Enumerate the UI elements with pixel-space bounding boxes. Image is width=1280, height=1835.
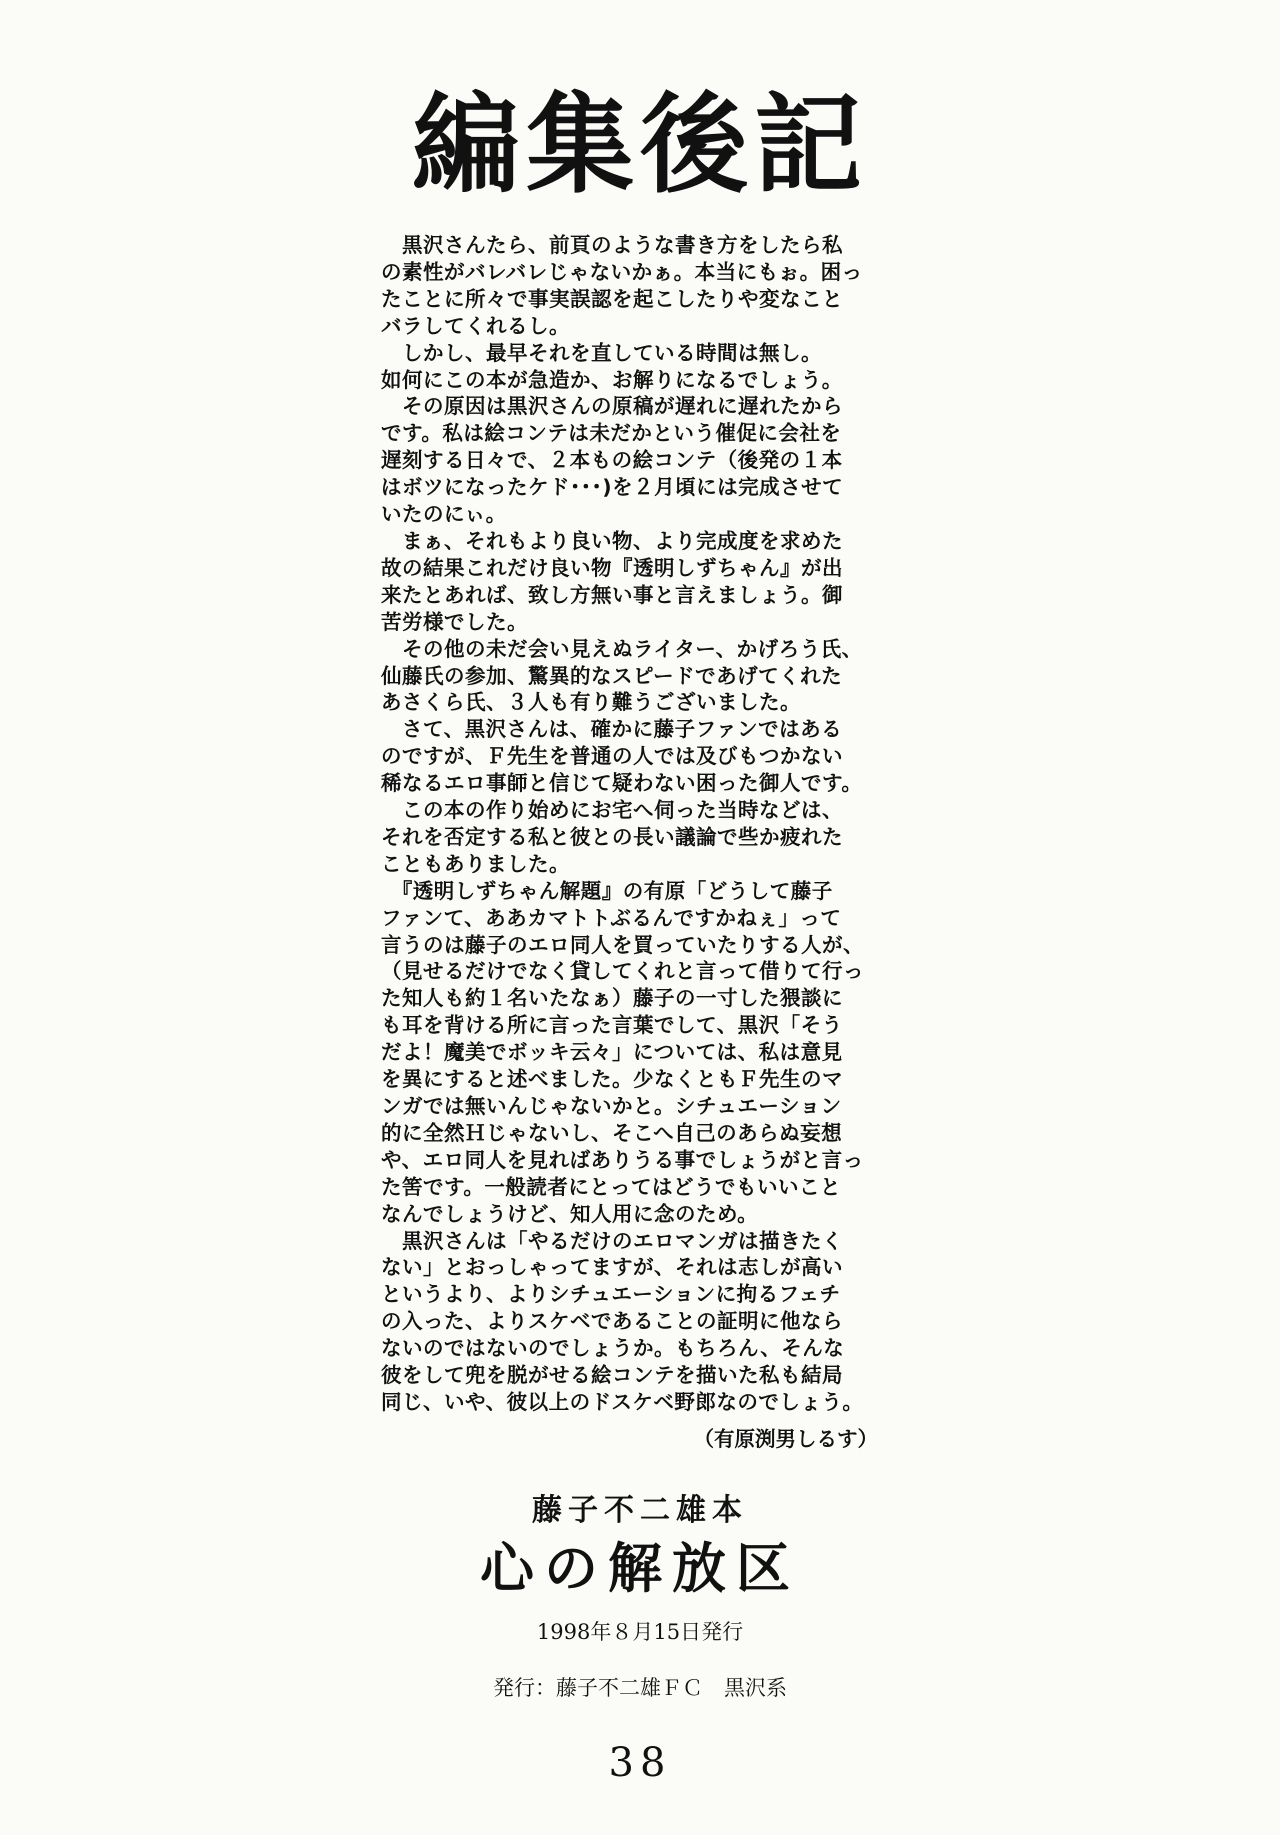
body-line: 如何にこの本が急造か、お解りになるでしょう。 [381, 367, 843, 392]
body-line: なんでしょうけど、知人用に念のため。 [381, 1201, 759, 1226]
book-subtitle: 藤子不二雄本 [532, 1493, 748, 1528]
body-line: その他の未だ会い見えぬライター、かげろう氏、 [381, 636, 863, 661]
body-line: 仙藤氏の参加、驚異的なスピードであげてくれた [381, 663, 843, 688]
body-line: た筈です。一般読者にとってはどうでもいいこと [381, 1174, 841, 1199]
body-line: のですが、Ｆ先生を普通の人では及びもつかない [381, 744, 843, 769]
body-line: バラしてくれるし。 [381, 313, 570, 338]
body-line: ないのではないのでしょうか。もちろん、そんな [381, 1336, 845, 1361]
body-line: ファンて、ああカマトトぶるんですかねぇ」って [381, 905, 842, 930]
body-line: を異にすると述べました。少なくともＦ先生のマ [381, 1067, 843, 1092]
body-line: この本の作り始めにお宅へ伺った当時などは、 [381, 798, 843, 823]
body-line: 苦労様でした。 [381, 609, 528, 634]
body-line: の入った、よりスケベであることの証明に他なら [381, 1309, 843, 1334]
page-title: 編集後記 [411, 83, 868, 208]
body-line: の素性がバレバレじゃないかぁ。本当にもぉ。困っ [381, 259, 863, 284]
body-line: だよ！魔美でボッキ云々」については、私は意見 [381, 1040, 843, 1065]
body-line: 黒沢さんは「やるだけのエロマンガは描きたく [381, 1228, 843, 1253]
body-line: 遅刻する日々で、２本もの絵コンテ（後発の１本 [381, 448, 843, 473]
body-line: 故の結果これだけ良い物『透明しずちゃん』が出 [381, 555, 843, 580]
body-line: や、エロ同人を見ればありうる事でしょうがと言っ [381, 1147, 864, 1172]
body-line: あさくら氏、３人も有り難うございました。 [381, 690, 801, 715]
body-line: それを否定する私と彼との長い議論で些か疲れた [381, 824, 843, 849]
body-line: いたのにぃ。 [381, 502, 507, 527]
body-line: 言うのは藤子のエロ同人を買っていたりする人が、 [381, 932, 864, 957]
body-line: というより、よりシチュエーションに拘るフェチ [381, 1282, 841, 1307]
afterword-body [381, 232, 901, 1416]
body-line: も耳を背ける所に言った言葉でして、黒沢「そう [381, 1013, 843, 1038]
body-line: 稀なるエロ事師と信じて疑わない困った御人です。 [381, 771, 863, 796]
body-line: 的に全然Ｈじゃないし、そこへ自己のあらぬ妄想 [381, 1120, 843, 1145]
body-line: こともありました。 [381, 851, 570, 876]
book-title: 心の解放区 [480, 1536, 800, 1600]
body-line: しかし、最早それを直している時間は無し。 [381, 340, 822, 365]
body-line: その原因は黒沢さんの原稿が遅れに遅れたから [381, 394, 843, 419]
body-line: たことに所々で事実誤認を起こしたりや変なこと [381, 286, 843, 311]
body-line: 同じ、いや、彼以上のドスケベ野郎なのでしょう。 [381, 1389, 864, 1414]
publisher-line: 発行：藤子不二雄ＦＣ 黒沢系 [493, 1676, 787, 1700]
body-line: 彼をして兜を脱がせる絵コンテを描いた私も結局 [381, 1363, 843, 1388]
publication-date: 1998年８月15日発行 [536, 1620, 744, 1644]
body-line: （見せるだけでなく貸してくれと言って借りて行っ [381, 959, 864, 984]
page-number: 38 [608, 1740, 672, 1786]
body-line: 『透明しずちゃん解題』の有原「どうして藤子 [381, 878, 833, 903]
author-signature: （有原渕男しるす） [693, 1427, 878, 1451]
body-line: です。私は絵コンテは未だかという催促に会社を [381, 421, 842, 446]
body-line: た知人も約１名いたなぁ）藤子の一寸した猥談に [381, 986, 843, 1011]
body-line: 来たとあれば、致し方無い事と言えましょう。御 [381, 582, 843, 607]
body-line: ない」とおっしゃってますが、それは志しが高い [381, 1255, 843, 1280]
body-line: まぁ、それもより良い物、より完成度を求めた [381, 528, 843, 553]
body-line: 黒沢さんたら、前頁のような書き方をしたら私 [381, 233, 843, 257]
body-line: はボツになったケド･･･)を２月頃には完成させて [381, 475, 844, 500]
body-line: ンガでは無いんじゃないかと。シチュエーション [381, 1094, 842, 1118]
body-line: さて、黒沢さんは、確かに藤子ファンではある [381, 717, 843, 742]
